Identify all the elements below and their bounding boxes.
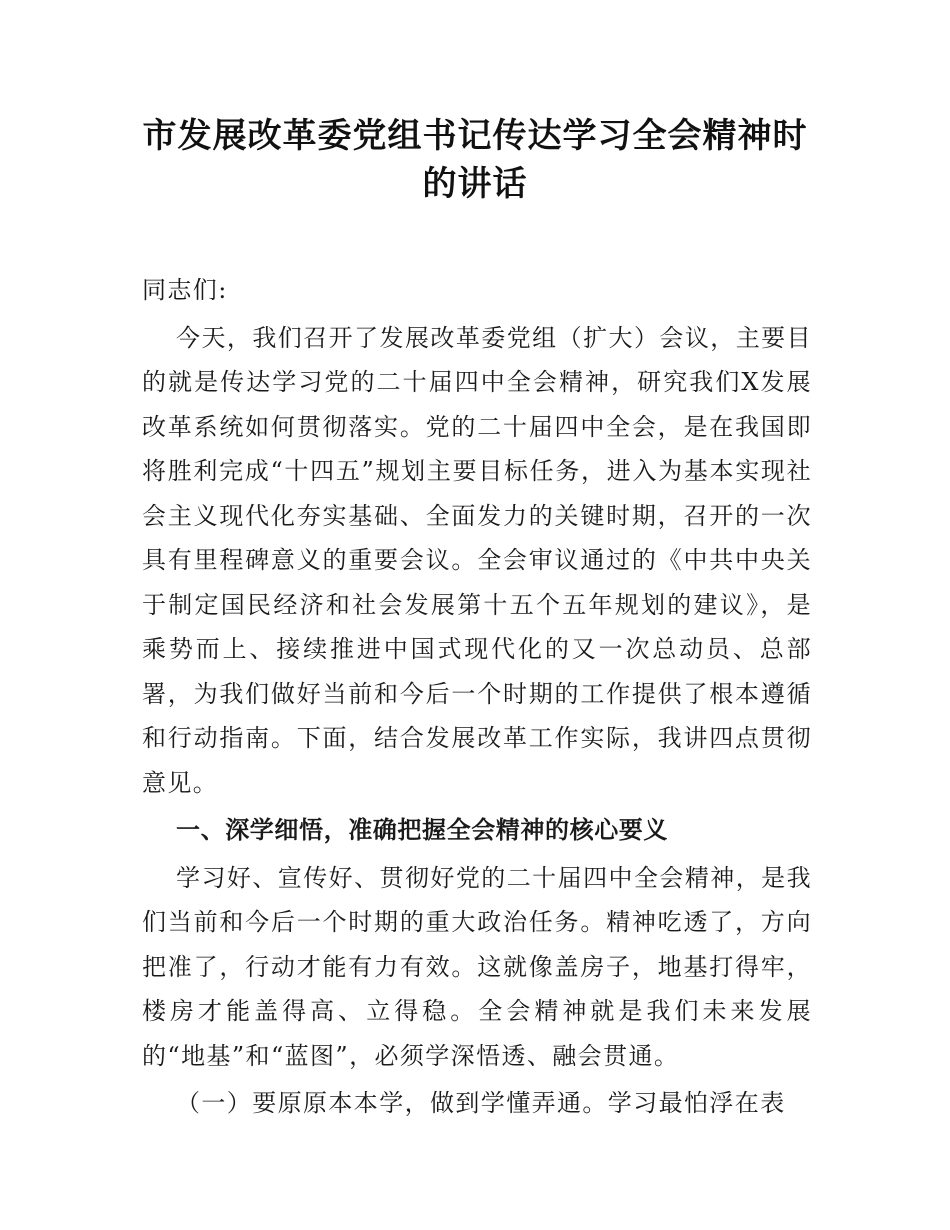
intro-paragraph: 今天，我们召开了发展改革委党组（扩大）会议，主要目的就是传达学习党的二十届四中全会精神，研究我们X发展改革系统如何贯彻落实。党的二十届四中全会，是在我国即将胜利完成“十四五”规划主要目标任务，进入为基本实现社会主义现代化夯实基础、全面发力的关键时期，召开的一次具有里程碑意义的重要会议。全会审议通过的《中共中央关于制定国民经济和社会发展第十五个五年规划的建议》，是乘势而上、接续推进中国式现代化的又一次总动员、总部署，为我们做好当前和今后一个时期的工作提供了根本遵循和行动指南。下面，结合发展改革工作实际，我讲四点贯彻意见。 — [142, 323, 812, 797]
section-heading-1: 一、深学细悟，准确把握全会精神的核心要义 — [176, 815, 668, 844]
subsection-1-paragraph: （一）要原原本本学，做到学懂弄通。学习最怕浮在表 — [176, 1089, 786, 1117]
document-title — [120, 112, 830, 208]
document-body — [142, 268, 812, 1126]
section-1-paragraph: 学习好、宣传好、贯彻好党的二十届四中全会精神，是我们当前和今后一个时期的重大政治任务。精神吃透了，方向把准了，行动才能有力有效。这就像盖房子，地基打得牢，楼房才能盖得高、立得稳。全会精神就是我们未来发展的“地基”和“蓝图”，必须学深悟透、融会贯通。 — [142, 863, 812, 1070]
title-line-2: 的讲话 — [422, 164, 528, 204]
greeting: 同志们: — [142, 276, 228, 304]
title-line-1: 市发展改革委党组书记传达学习全会精神时 — [142, 116, 808, 156]
